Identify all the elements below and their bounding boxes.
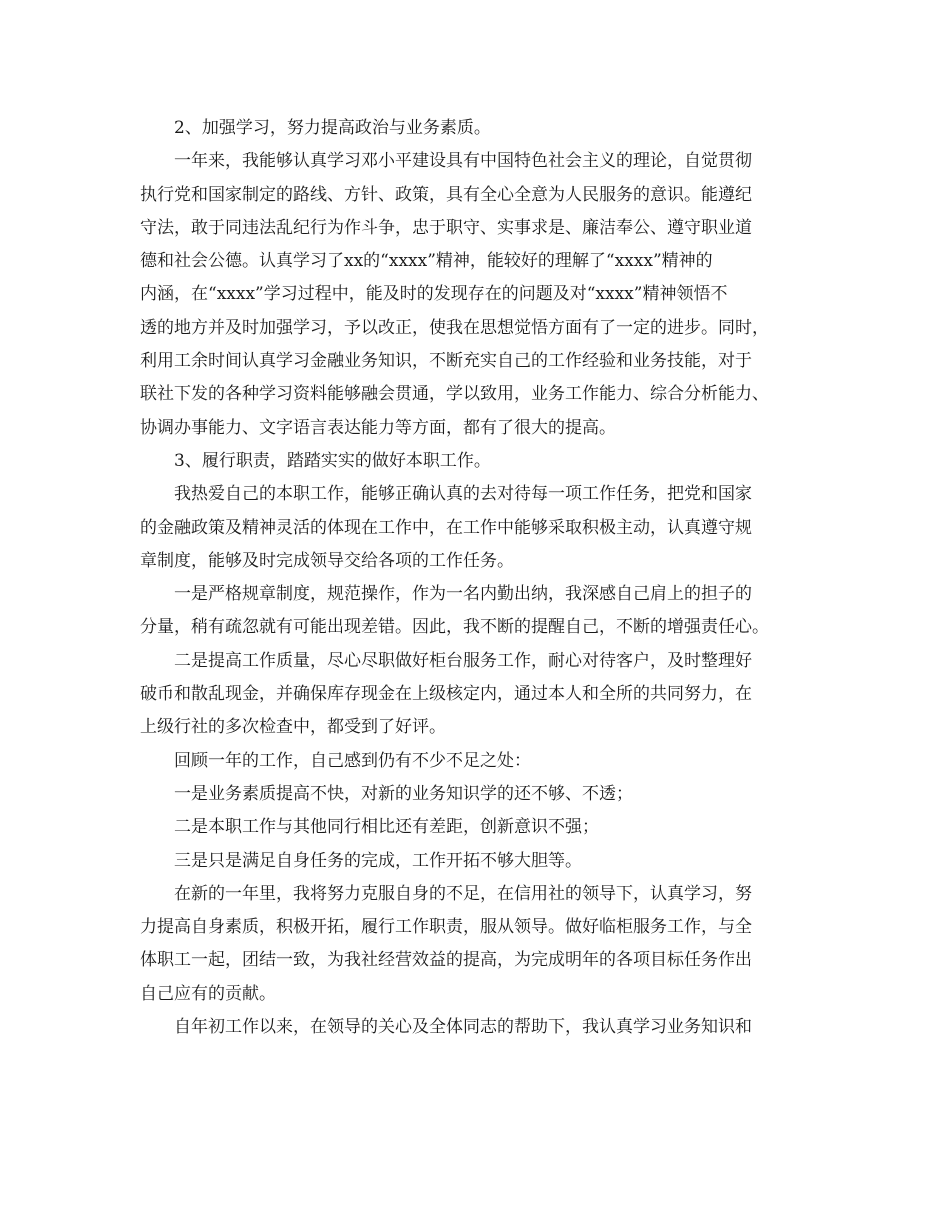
text-line: 二是本职工作与其他同行相比还有差距，创新意识不强； [174,817,599,838]
text-line: 协调办事能力、文字语言表达能力等方面，都有了很大的提高。 [140,417,616,438]
text-line: 一年来，我能够认真学习邓小平建设具有中国特色社会主义的理论，自觉贯彻 [174,151,752,172]
text-line: 2、加强学习，努力提高政治与业务素质。 [174,118,491,138]
text-line: 上级行社的多次检查中，都受到了好评。 [140,717,446,738]
text-line: 利用工余时间认真学习金融业务知识，不断充实自己的工作经验和业务技能，对于 [140,351,752,372]
text-line: 守法，敢于同违法乱纪行为作斗争，忠于职守、实事求是、廉洁奉公、遵守职业道 [140,217,752,238]
text-line: 在新的一年里，我将努力克服自身的不足，在信用社的领导下，认真学习，努 [174,883,752,904]
text-line: 德和社会公德。认真学习了xx的“xxxx”精神，能较好的理解了“xxxx”精神的 [140,251,713,272]
text-line: 三是只是满足自身任务的完成，工作开拓不够大胆等。 [174,850,582,871]
text-line: 我热爱自己的本职工作，能够正确认真的去对待每一项工作任务，把党和国家 [174,484,752,505]
text-line: 联社下发的各种学习资料能够融会贯通，学以致用，业务工作能力、综合分析能力、 [140,384,769,405]
text-line: 3、履行职责，踏踏实实的做好本职工作。 [174,450,491,471]
text-line: 透的地方并及时加强学习，予以改正，使我在思想觉悟方面有了一定的进步。同时， [140,317,769,338]
text-line: 自年初工作以来，在领导的关心及全体同志的帮助下，我认真学习业务知识和 [174,1017,752,1038]
text-line: 一是严格规章制度，规范操作，作为一名内勤出纳，我深感自己肩上的担子的 [174,584,752,605]
text-line: 一是业务素质提高不快，对新的业务知识学的还不够、不透； [174,783,633,804]
text-line: 回顾一年的工作，自己感到仍有不少不足之处： [174,750,531,771]
text-line: 的金融政策及精神灵活的体现在工作中，在工作中能够采取积极主动，认真遵守规 [140,517,752,538]
text-line: 力提高自身素质，积极开拓，履行工作职责，服从领导。做好临柜服务工作，与全 [140,917,752,938]
text-line: 破币和散乱现金，并确保库存现金在上级核定内，通过本人和全所的共同努力，在 [140,684,752,705]
text-line: 分量，稍有疏忽就有可能出现差错。因此，我不断的提醒自己，不断的增强责任心。 [140,617,769,638]
text-line: 体职工一起，团结一致，为我社经营效益的提高，为完成明年的各项目标任务作出 [140,950,752,971]
text-line: 内涵，在“xxxx”学习过程中，能及时的发现存在的问题及对“xxxx”精神领悟不 [140,284,728,305]
text-line: 自己应有的贡献。 [140,983,276,1004]
text-line: 章制度，能够及时完成领导交给各项的工作任务。 [140,550,514,571]
text-line: 二是提高工作质量，尽心尽职做好柜台服务工作，耐心对待客户，及时整理好 [174,650,752,671]
text-line: 执行党和国家制定的路线、方针、政策，具有全心全意为人民服务的意识。能遵纪 [140,184,752,205]
document-body [140,112,830,1044]
